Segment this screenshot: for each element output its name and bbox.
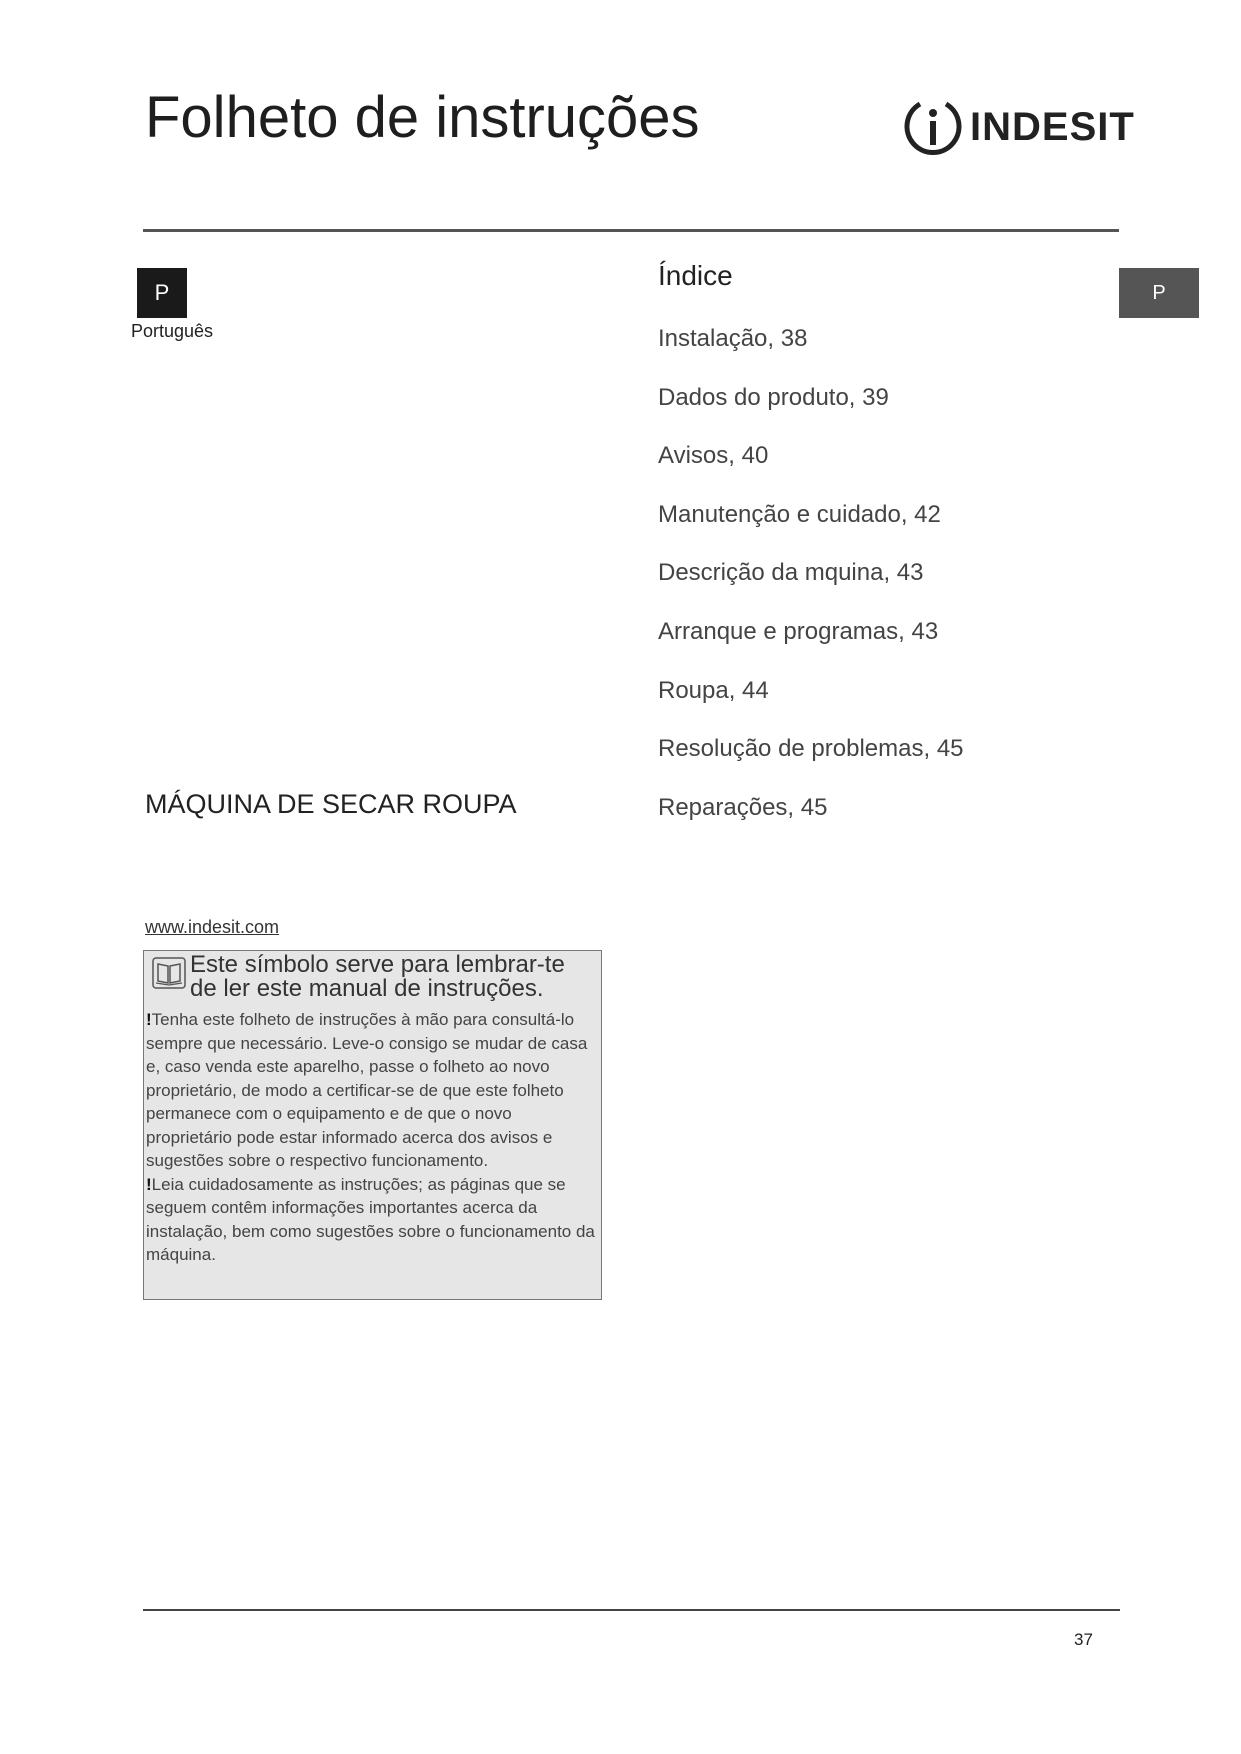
language-code-badge: P	[137, 268, 187, 318]
index-title: Índice	[658, 260, 733, 291]
notice-heading-text: Este símbolo serve para lembrar-te de ler este manual de instruções.	[190, 951, 565, 1002]
index-item: Avisos, 40	[658, 442, 769, 470]
language-tab: P	[1119, 268, 1199, 318]
warning-mark: !	[146, 1010, 152, 1029]
page-title: Folheto de instruções	[145, 85, 700, 150]
page-number: 37	[1074, 1630, 1093, 1649]
index-item: Dados do produto, 39	[658, 383, 889, 411]
notice-heading	[152, 953, 590, 1001]
index-item: Arranque e programas, 43	[658, 617, 939, 645]
warning-paragraph	[146, 1173, 598, 1267]
notice-box	[143, 950, 602, 1300]
index-item: Manutenção e cuidado, 42	[658, 500, 941, 528]
index-list	[658, 322, 964, 849]
notice-body	[146, 1008, 598, 1267]
header-divider	[143, 229, 1119, 232]
index-item: Descrição da mquina, 43	[658, 559, 924, 587]
warning-paragraph	[146, 1008, 598, 1173]
website-link[interactable]: www.indesit.com	[145, 917, 280, 937]
warning-mark: !	[146, 1174, 152, 1194]
index-item: Resolução de problemas, 45	[658, 735, 964, 763]
brand-name: INDESIT	[970, 104, 1135, 149]
brand-logo	[902, 92, 1135, 162]
product-name: MÁQUINA DE SECAR ROUPA	[145, 789, 517, 819]
index-item: Reparações, 45	[658, 793, 828, 821]
index-item: Instalação, 38	[658, 325, 808, 352]
index-item: Roupa, 44	[658, 676, 769, 704]
book-icon	[152, 957, 186, 989]
footer-divider	[143, 1609, 1120, 1611]
warning-text: Leia cuidadosamente as instruções; as páginas que se seguem contêm informações importantes acerca da instalação, bem como sugestões sobre o funcionamento da máquina.	[146, 1174, 595, 1264]
warning-text: Tenha este folheto de instruções à mão para consultá-lo sempre que necessário. Leve-o consigo se mudar de casa e, caso venda este aparelho, passe o folheto ao novo proprietário, de modo a certificar-se de que este folheto permanece com o equipamento e de que o novo proprietário pode estar informado acerca dos avisos e sugestões sobre o respectivo funcionamento.	[146, 1010, 588, 1170]
language-name: Português	[131, 321, 214, 341]
indesit-logo-icon	[902, 96, 964, 158]
